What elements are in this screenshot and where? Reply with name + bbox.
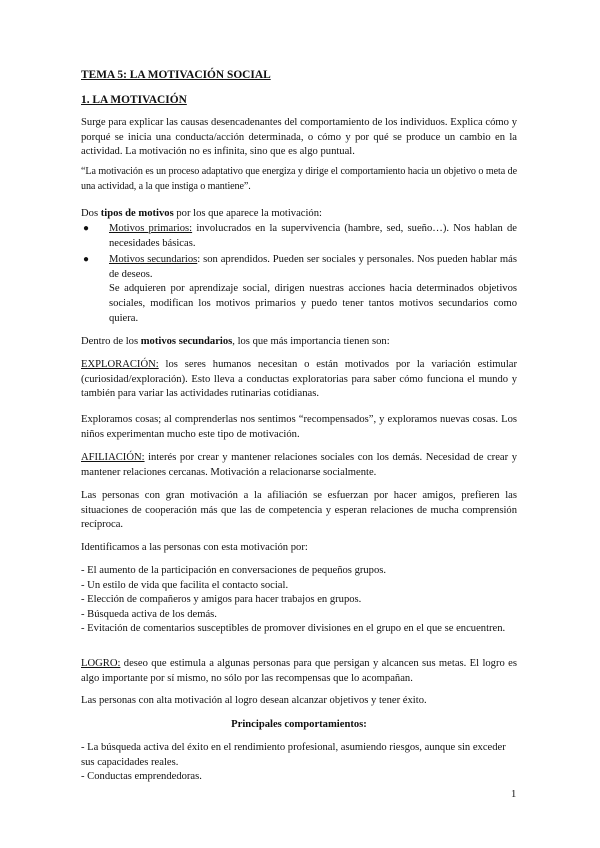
list-item: - La búsqueda activa del éxito en el rendimiento profesional, asumiendo riesgos, aunque sin exceder sus capacidades reales. bbox=[81, 742, 506, 768]
list-item: - Un estilo de vida que facilita el contacto social. bbox=[81, 579, 289, 591]
list-item: - Conductas emprendedoras. bbox=[81, 771, 202, 783]
list-item: - Elección de compañeros y amigos para hacer trabajos en grupos. bbox=[81, 594, 362, 606]
exploracion-paragraph: EXPLORACIÓN: los seres humanos necesitan o están motivados por la variación estimular (curiosidad/exploración). Esto lleva a conductas exploratorias para saber cómo funciona el mundo y también para variar las actividades rutinarias cotidianas. bbox=[81, 359, 517, 400]
list-item: - El aumento de la participación en conversaciones de pequeños grupos. bbox=[81, 565, 387, 576]
list-item: ● Motivos secundarios: son aprendidos. Pueden ser sociales y personales. Nos pueden hablar más de deseos. Se adquieren por aprendizaje social, dirigen nuestras acciones hacia determinados objetivos sociales, modifican los motivos primarios y puedo tener tantos motivos secundarios como quiera. bbox=[83, 254, 517, 324]
afiliacion-list bbox=[81, 564, 517, 637]
page-number: 1 bbox=[511, 789, 517, 800]
logro-paragraph: LOGRO: deseo que estimula a algunas personas para que persigan y alcancen sus metas. El logro es algo importante por sí mismo, no sólo por las recompensas que lo acompañan. bbox=[81, 658, 517, 684]
dentro-paragraph: Dentro de los motivos secundarios, los que más importancia tienen son: bbox=[81, 336, 390, 347]
bullet-icon: ● bbox=[83, 254, 90, 266]
tipos-intro: Dos tipos de motivos por los que aparece la motivación: bbox=[81, 208, 322, 219]
bullet-extra: Se adquieren por aprendizaje social, dirigen nuestras acciones hacia determinados objetivos sociales, modifican los motivos primarios y puedo tener tantos motivos secundarios como quiera. bbox=[109, 283, 517, 324]
definition-quote: “La motivación es un proceso adaptativo que energiza y dirige el comportamiento hacia un objetivo o meta de una actividad, a la que instiga o mantiene”. bbox=[81, 166, 517, 192]
intro-paragraph: Surge para explicar las causas desencadenantes del comportamiento de los individuos. Explica cómo y porqué se inicia una conducta/acción determinada, o cómo y por qué se produce un cambio en la actividad. La motivación no es infinita, sino que es algo puntual. bbox=[81, 117, 517, 158]
section-heading: 1. LA MOTIVACIÓN bbox=[81, 94, 187, 106]
logro-paragraph-2: Las personas con alta motivación al logro desean alcanzar objetivos y tener éxito. bbox=[81, 695, 427, 706]
bullet-icon: ● bbox=[83, 223, 90, 234]
list-item: - Evitación de comentarios susceptibles de promover divisiones en el grupo en el que se encuentren. bbox=[81, 623, 506, 635]
principales-heading: Principales comportamientos: bbox=[231, 719, 367, 730]
afiliacion-paragraph: AFILIACIÓN: interés por crear y mantener relaciones sociales con los demás. Necesidad de crear y mantener relaciones cercanas. Motivación a relacionarse socialmente. bbox=[81, 452, 517, 478]
afiliacion-paragraph-2: Las personas con gran motivación a la afiliación se esfuerzan por hacer amigos, prefieren las situaciones de cooperación más que las de competencia y esperan relaciones de mucha comprensión recíproca. bbox=[81, 490, 517, 531]
list-item: ● Motivos primarios: involucrados en la supervivencia (hambre, sed, sueño…). Nos hablan de necesidades básicas. bbox=[83, 223, 518, 249]
identificamos-paragraph: Identificamos a las personas con esta motivación por: bbox=[81, 542, 308, 553]
list-item: - Búsqueda activa de los demás. bbox=[81, 608, 217, 620]
document-title: TEMA 5: LA MOTIVACIÓN SOCIAL bbox=[81, 69, 271, 81]
logro-list bbox=[81, 741, 517, 785]
exploramos-paragraph: Exploramos cosas; al comprenderlas nos sentimos “recompensados”, y exploramos nuevas cosas. Los niños experimentan mucho este tipo de motivación. bbox=[81, 414, 517, 440]
motivos-list bbox=[81, 222, 517, 328]
